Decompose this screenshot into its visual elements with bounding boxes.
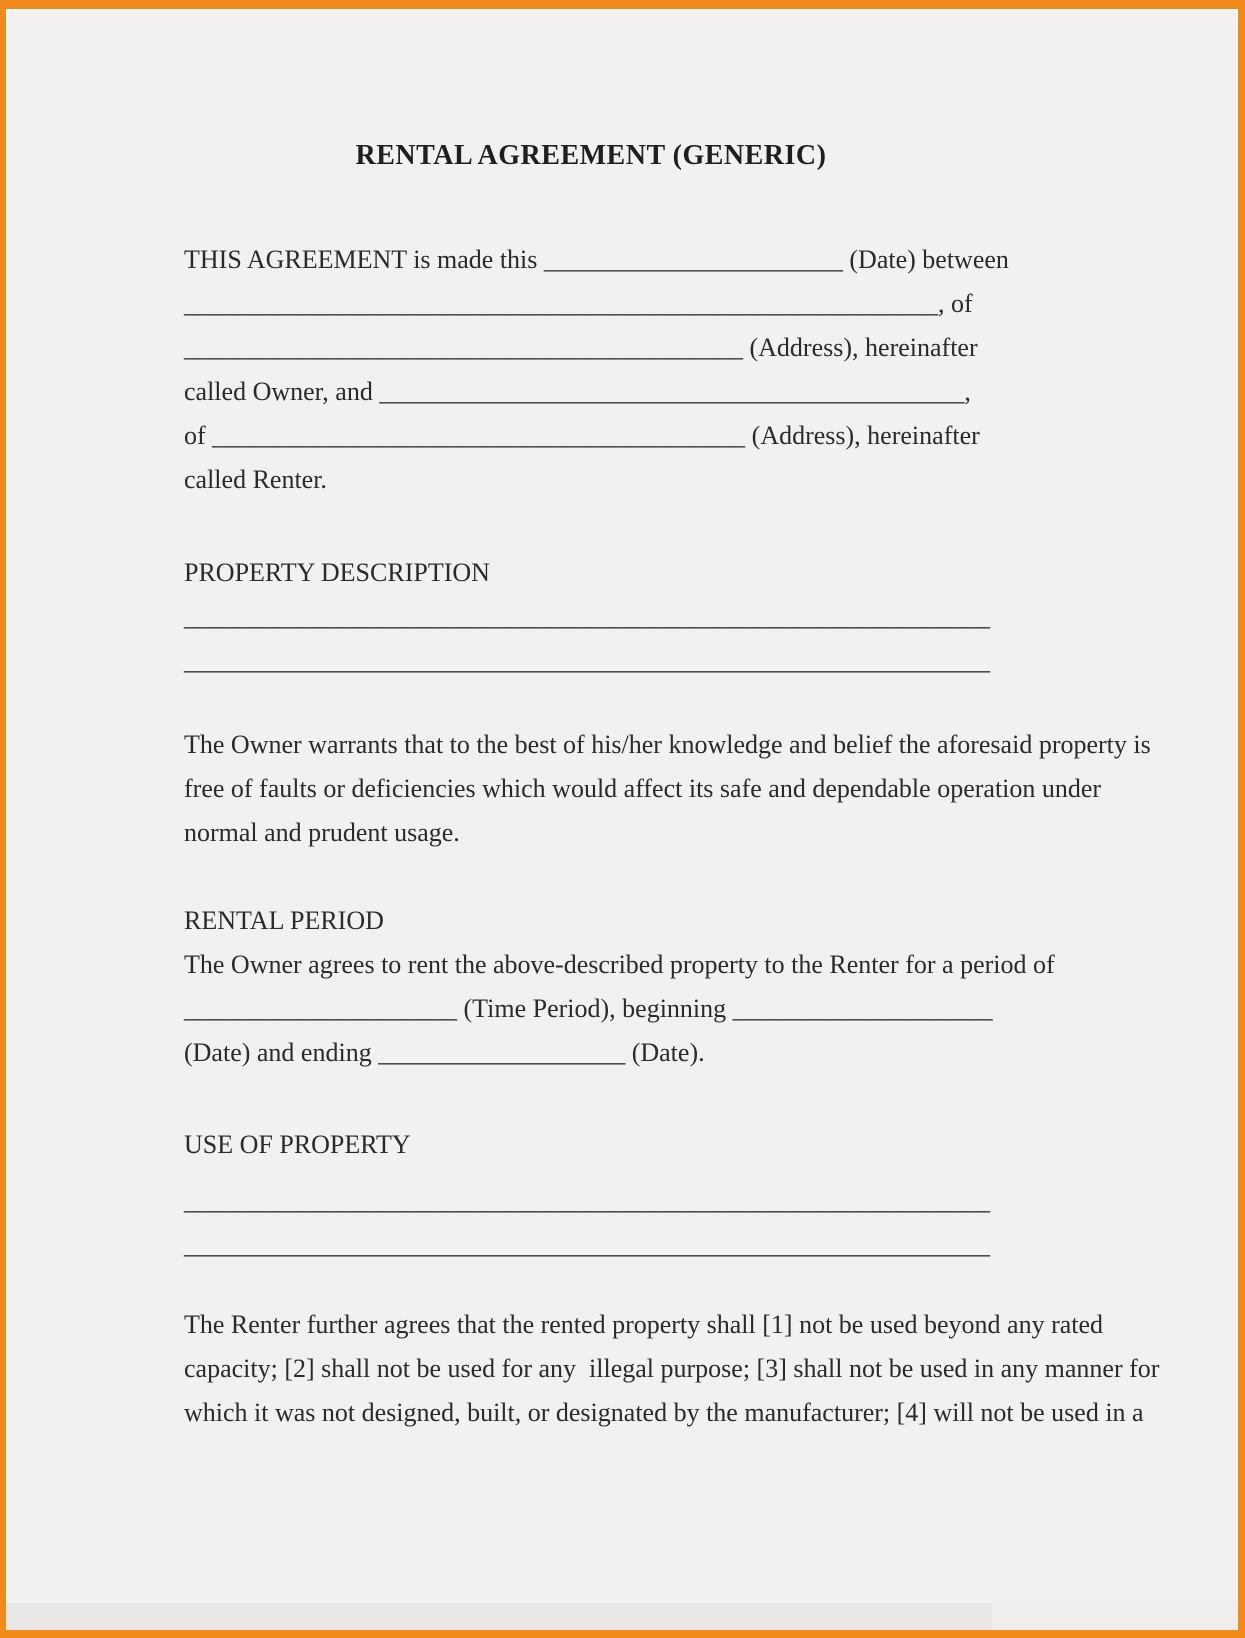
use-terms-paragraph [184,1303,1160,1435]
use-terms-line-3: which it was not designed, built, or designated by the manufacturer; [4] will not be used in a [184,1398,1144,1427]
footer-scan-band-light-patch [992,1601,1238,1630]
blank-line: ______________________________________________________________ [184,602,990,631]
blank-line: ______________________________________________________________ [184,1230,990,1259]
use-terms-line-2: capacity; [2] shall not be used for any illegal purpose; [3] shall not be used in any manner for [184,1354,1160,1383]
use-of-property-heading: USE OF PROPERTY [184,1130,411,1159]
intro-line-5: of _________________________________________ (Address), hereinafter [184,421,980,450]
intro-paragraph [184,238,1009,502]
document-title: RENTAL AGREEMENT (GENERIC) [355,140,827,171]
intro-line-2: __________________________________________________________, of [184,289,973,318]
blank-line: ______________________________________________________________ [184,1186,990,1215]
intro-line-6: called Renter. [184,465,327,494]
property-description-blanks [184,595,998,683]
warranty-paragraph [184,723,1151,855]
document-content [184,9,1160,1435]
property-description-heading: PROPERTY DESCRIPTION [184,558,490,587]
rental-period-line-2: _____________________ (Time Period), beginning ____________________ [184,994,993,1023]
use-terms-line-1: The Renter further agrees that the rented property shall [1] not be used beyond any rated [184,1310,1104,1339]
blank-line: ______________________________________________________________ [184,646,990,675]
intro-line-3: ___________________________________________ (Address), hereinafter [184,333,978,362]
warranty-line-3: normal and prudent usage. [184,818,460,847]
warranty-line-2: free of faults or deficiencies which would affect its safe and dependable operation under [184,774,1102,803]
footer-scan-band [6,1603,1238,1630]
rental-period-line-3: (Date) and ending ___________________ (Date). [184,1038,705,1067]
rental-period-line-1: The Owner agrees to rent the above-described property to the Renter for a period of [184,950,1055,979]
use-of-property-blanks [184,1179,998,1267]
warranty-line-1: The Owner warrants that to the best of his/her knowledge and belief the aforesaid property is [184,730,1151,759]
intro-line-1: THIS AGREEMENT is made this _______________________ (Date) between [184,245,1009,274]
rental-period-paragraph [184,943,1055,1075]
intro-line-4: called Owner, and _____________________________________________, [184,377,971,406]
rental-period-heading: RENTAL PERIOD [184,906,384,935]
document-page [6,9,1238,1630]
